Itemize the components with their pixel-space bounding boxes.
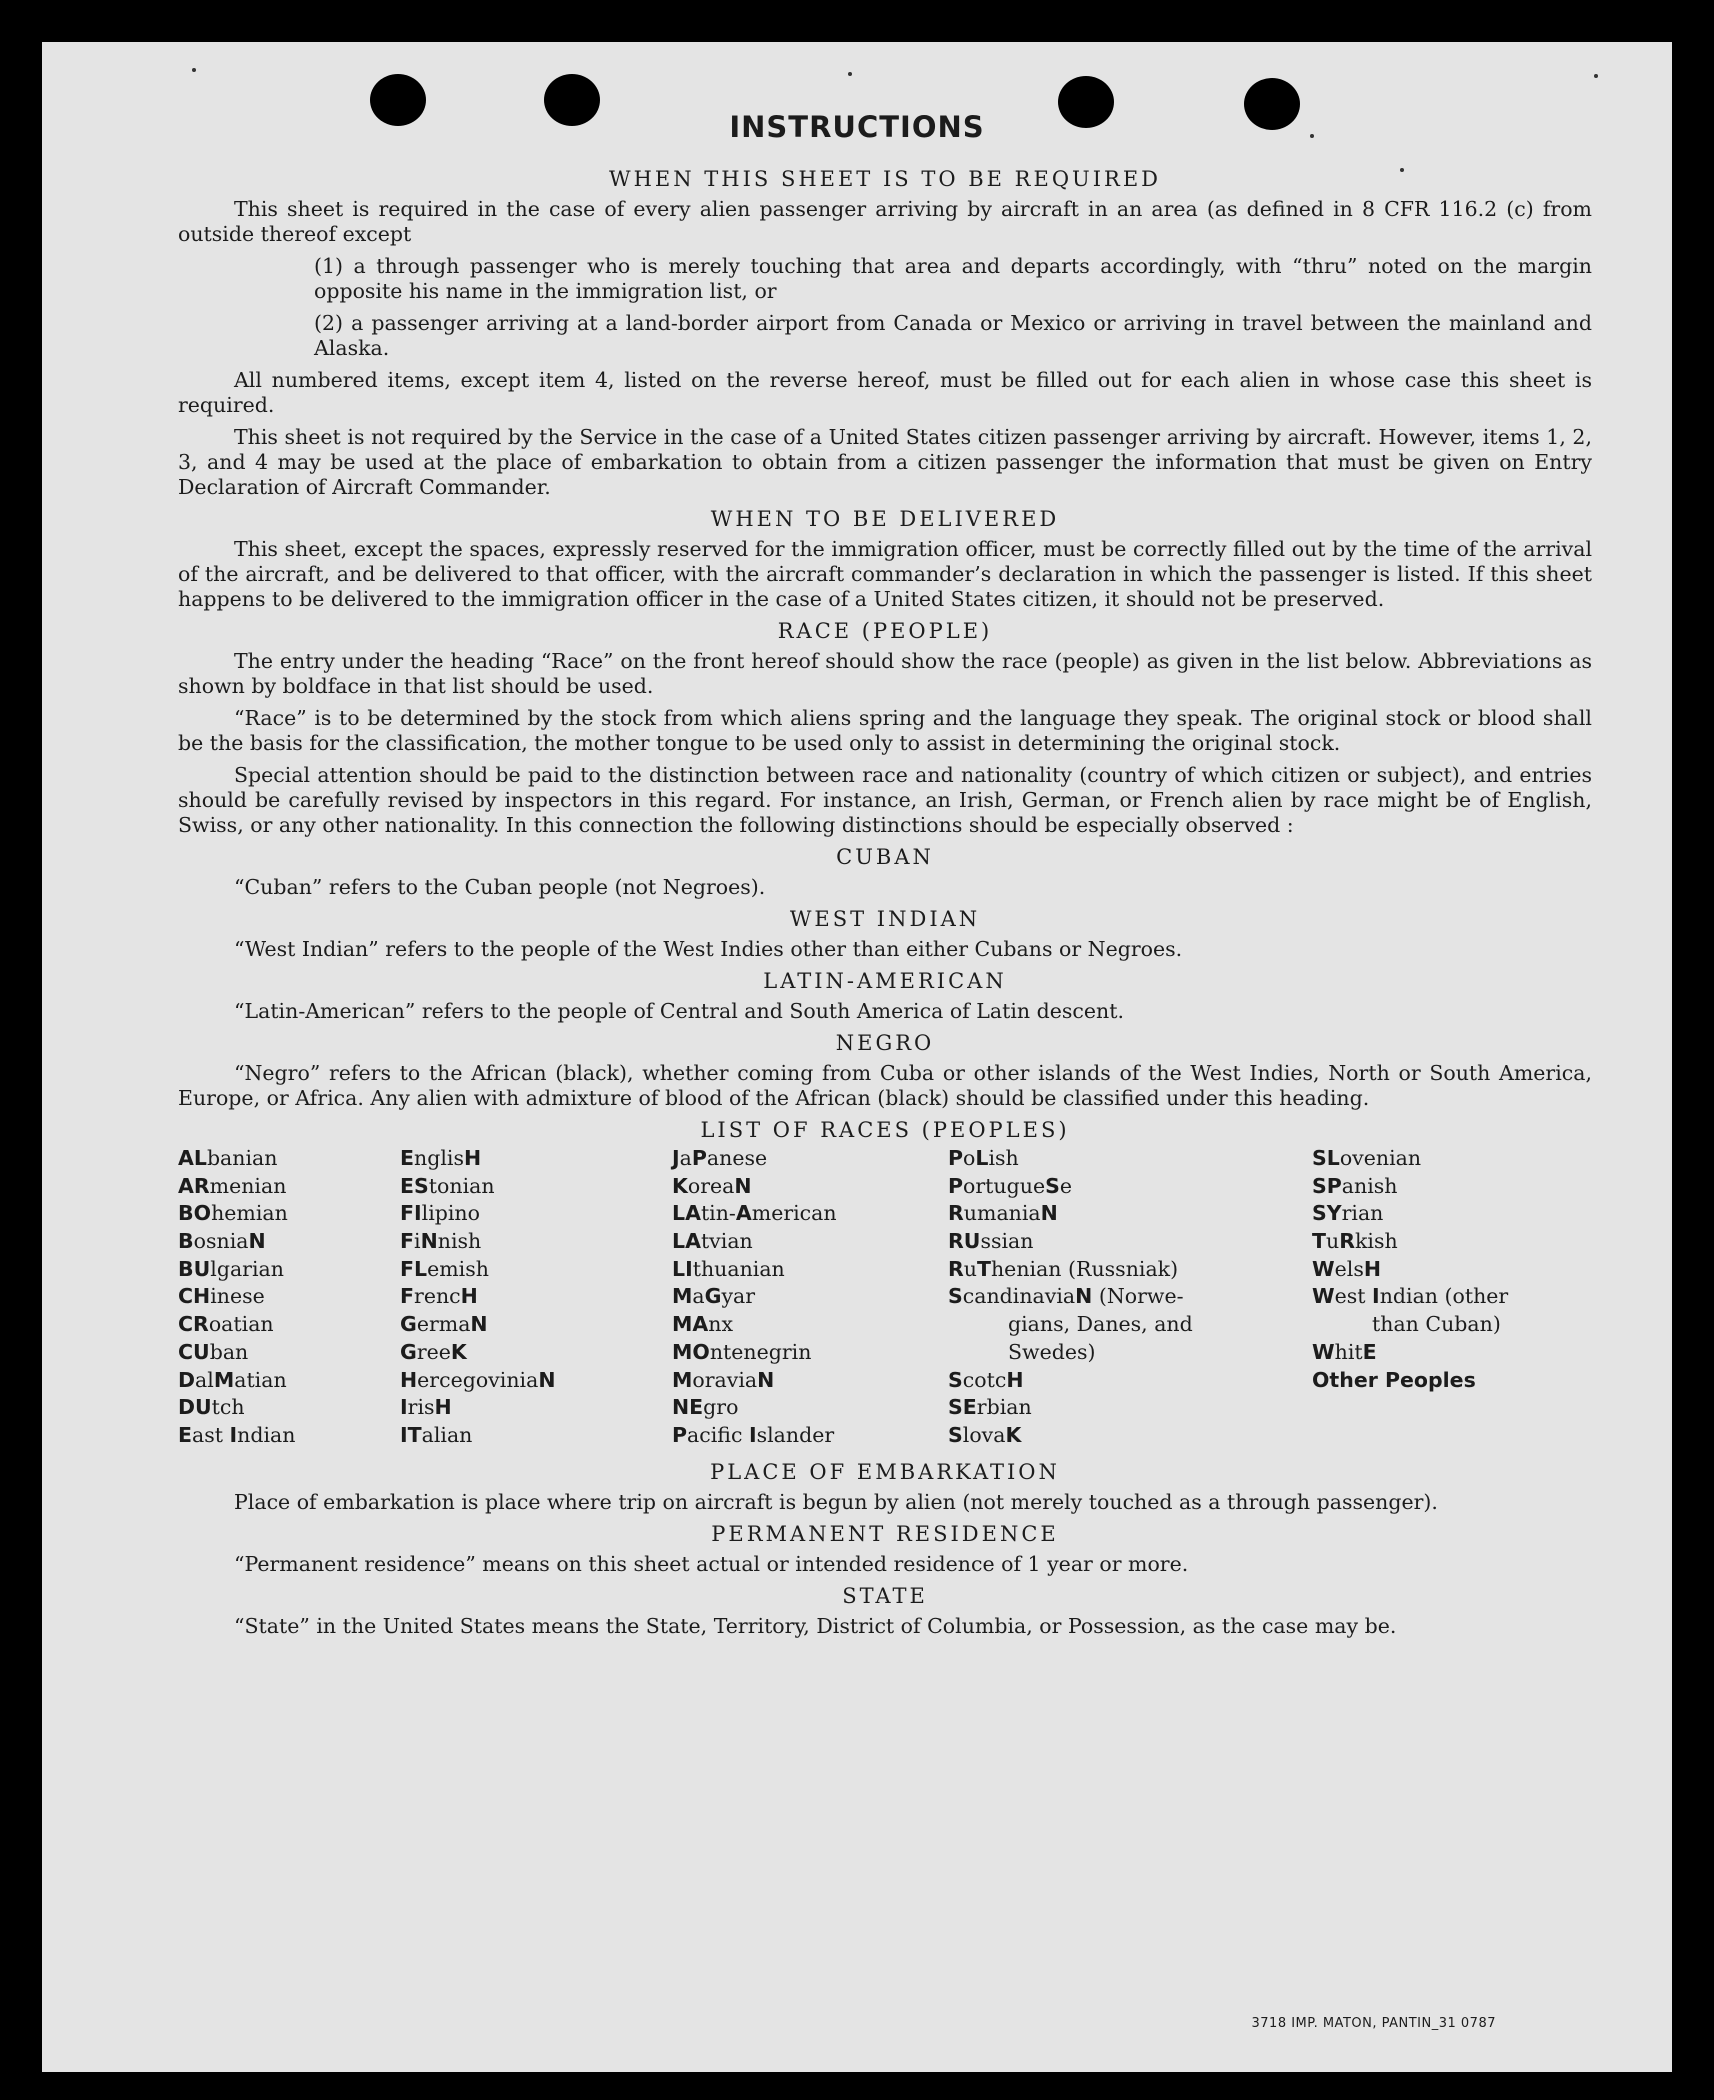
paragraph: “Negro” refers to the African (black), whether coming from Cuba or other islands of the West Indies, North or South America, Europe, or Africa. Any alien with admixture of blood of the African (black) should be classified under this heading. bbox=[178, 1061, 1592, 1110]
race-entry: MaGyar bbox=[672, 1284, 756, 1309]
race-entry: EStonian bbox=[400, 1173, 495, 1198]
race-entry: FIlipino bbox=[400, 1201, 480, 1226]
race-column bbox=[400, 1145, 555, 1450]
race-entry: SYrian bbox=[1312, 1201, 1384, 1226]
race-entry: SlovaK bbox=[948, 1422, 1022, 1447]
race-entry: CUban bbox=[178, 1339, 249, 1364]
race-entry: than Cuban) bbox=[1372, 1312, 1501, 1337]
race-entry: LAtvian bbox=[672, 1229, 753, 1254]
race-entry: Pacific Islander bbox=[672, 1422, 835, 1447]
speck bbox=[1594, 74, 1598, 78]
race-entry: SLovenian bbox=[1312, 1146, 1422, 1170]
race-entry: RumaniaN bbox=[948, 1201, 1058, 1226]
race-entry: MAnx bbox=[672, 1312, 734, 1337]
paragraph: “Race” is to be determined by the stock from which aliens spring and the language they speak. The original stock or blood shall be the basis for the classification, the mother tongue to be used only to assist in determining the original stock. bbox=[178, 706, 1592, 755]
list-item: (1) a through passenger who is merely touching that area and departs accordingly, with “thru” noted on the margin opposite his name in the immigration list, or bbox=[314, 254, 1592, 303]
race-entry: EnglisH bbox=[400, 1146, 482, 1170]
paragraph: Place of embarkation is place where trip on aircraft is begun by alien (not merely touched as a through passenger). bbox=[234, 1490, 1438, 1514]
paragraph: “Permanent residence” means on this sheet actual or intended residence of 1 year or more. bbox=[234, 1552, 1189, 1576]
race-entry: BOhemian bbox=[178, 1201, 288, 1226]
race-entry: WhitE bbox=[1312, 1339, 1377, 1364]
instructions-body bbox=[178, 160, 1592, 1646]
race-entry: East Indian bbox=[178, 1422, 296, 1447]
section-heading: STATE bbox=[842, 1584, 928, 1608]
race-entry: Other Peoples bbox=[1312, 1367, 1476, 1392]
race-entry: BUlgarian bbox=[178, 1256, 284, 1281]
race-entry: LAtin-American bbox=[672, 1201, 837, 1226]
page-title: INSTRUCTIONS bbox=[729, 110, 985, 144]
race-entry: NEgro bbox=[672, 1395, 739, 1420]
race-entry: WelsH bbox=[1312, 1256, 1382, 1281]
section-heading: PERMANENT RESIDENCE bbox=[711, 1522, 1059, 1546]
race-entry: ScotcH bbox=[948, 1367, 1024, 1392]
race-entry: MoraviaN bbox=[672, 1367, 775, 1392]
race-column bbox=[672, 1145, 837, 1450]
paragraph: This sheet is required in the case of every alien passenger arriving by aircraft in an area (as defined in 8 CFR 116.2 (c) from outside thereof except bbox=[178, 197, 1592, 246]
race-entry: KoreaN bbox=[672, 1173, 752, 1198]
paragraph: All numbered items, except item 4, listed on the reverse hereof, must be filled out for each alien in whose case this sheet is required. bbox=[178, 368, 1592, 417]
paragraph: This sheet, except the spaces, expressly reserved for the immigration officer, must be correctly filled out by the time of the arrival of the aircraft, and be delivered to that officer, with the aircraft commander’s declaration in which the passenger is listed. If this sheet happens to be delivered to the immigration officer in the case of a United States citizen, it should not be preserved. bbox=[178, 537, 1592, 611]
race-entry: CHinese bbox=[178, 1284, 265, 1309]
section-heading: LATIN-AMERICAN bbox=[763, 969, 1007, 993]
section-heading: RACE (PEOPLE) bbox=[777, 619, 993, 643]
race-entry: SPanish bbox=[1312, 1173, 1398, 1198]
section-heading: PLACE OF EMBARKATION bbox=[710, 1460, 1060, 1484]
race-entry: MOntenegrin bbox=[672, 1339, 812, 1364]
speck bbox=[848, 72, 852, 76]
section-heading: LIST OF RACES (PEOPLES) bbox=[700, 1118, 1070, 1142]
paragraph: “West Indian” refers to the people of the West Indies other than either Cubans or Negroes. bbox=[234, 937, 1183, 961]
race-entry: PoLish bbox=[948, 1146, 1019, 1170]
race-entry: LIthuanian bbox=[672, 1256, 785, 1281]
race-entry: GreeK bbox=[400, 1339, 467, 1364]
race-entry: FiNnish bbox=[400, 1229, 482, 1254]
race-entry: ALbanian bbox=[178, 1146, 278, 1170]
paragraph: The entry under the heading “Race” on the front hereof should show the race (people) as given in the list below. Abbreviations as shown by boldface in that list should be used. bbox=[178, 649, 1592, 698]
race-entry: DUtch bbox=[178, 1395, 245, 1420]
race-entry: SErbian bbox=[948, 1395, 1032, 1420]
section-heading: WHEN TO BE DELIVERED bbox=[710, 507, 1060, 531]
race-entry: DalMatian bbox=[178, 1367, 287, 1392]
race-entry: gians, Danes, and bbox=[1008, 1312, 1193, 1337]
race-column bbox=[948, 1145, 1193, 1450]
list-item: (2) a passenger arriving at a land-border airport from Canada or Mexico or arriving in travel between the mainland and Alaska. bbox=[314, 311, 1592, 360]
document-sheet bbox=[42, 42, 1672, 2072]
race-entry: RuThenian (Russniak) bbox=[948, 1256, 1179, 1281]
race-entry: JaPanese bbox=[672, 1146, 768, 1170]
paragraph: This sheet is not required by the Service in the case of a United States citizen passenger arriving by aircraft. However, items 1, 2, 3, and 4 may be used at the place of embarkation to obtain from a citizen passenger the information that must be given on Entry Declaration of Aircraft Commander. bbox=[178, 425, 1592, 499]
race-entry: FLemish bbox=[400, 1256, 489, 1281]
speck bbox=[192, 68, 196, 72]
race-list bbox=[178, 1145, 1592, 1453]
race-entry: ITalian bbox=[400, 1422, 473, 1447]
race-entry: ScandinaviaN (Norwe- bbox=[948, 1284, 1184, 1309]
paragraph: “Cuban” refers to the Cuban people (not Negroes). bbox=[234, 875, 766, 899]
race-entry: TuRkish bbox=[1312, 1229, 1398, 1254]
paragraph: Special attention should be paid to the distinction between race and nationality (country of which citizen or subject), and entries should be carefully revised by inspectors in this regard. For instance, an Irish, German, or French alien by race might be of English, Swiss, or any other nationality. In this connection the following distinctions should be especially observed : bbox=[178, 763, 1592, 837]
race-column bbox=[178, 1145, 295, 1450]
section-heading: CUBAN bbox=[836, 845, 934, 869]
race-entry: PortugueSe bbox=[948, 1173, 1072, 1198]
paragraph: “Latin-American” refers to the people of Central and South America of Latin descent. bbox=[234, 999, 1124, 1023]
race-entry: BosniaN bbox=[178, 1229, 266, 1254]
section-heading: WEST INDIAN bbox=[789, 907, 981, 931]
race-entry: RUssian bbox=[948, 1229, 1034, 1254]
race-entry: GermaN bbox=[400, 1312, 488, 1337]
paragraph: “State” in the United States means the State, Territory, District of Columbia, or Possession, as the case may be. bbox=[234, 1614, 1397, 1638]
race-entry: IrisH bbox=[400, 1395, 452, 1420]
section-heading: NEGRO bbox=[835, 1031, 935, 1055]
race-entry: HercegoviniaN bbox=[400, 1367, 556, 1392]
race-entry: ARmenian bbox=[178, 1173, 287, 1198]
race-entry: Swedes) bbox=[1008, 1339, 1096, 1364]
race-column bbox=[1312, 1145, 1508, 1394]
printer-imprint: 3718 IMP. MATON, PANTIN_31 0787 bbox=[1251, 2016, 1496, 2031]
race-entry: FrencH bbox=[400, 1284, 478, 1309]
section-heading: WHEN THIS SHEET IS TO BE REQUIRED bbox=[608, 167, 1162, 191]
race-entry: West Indian (other bbox=[1312, 1284, 1509, 1309]
race-entry: CRoatian bbox=[178, 1312, 274, 1337]
